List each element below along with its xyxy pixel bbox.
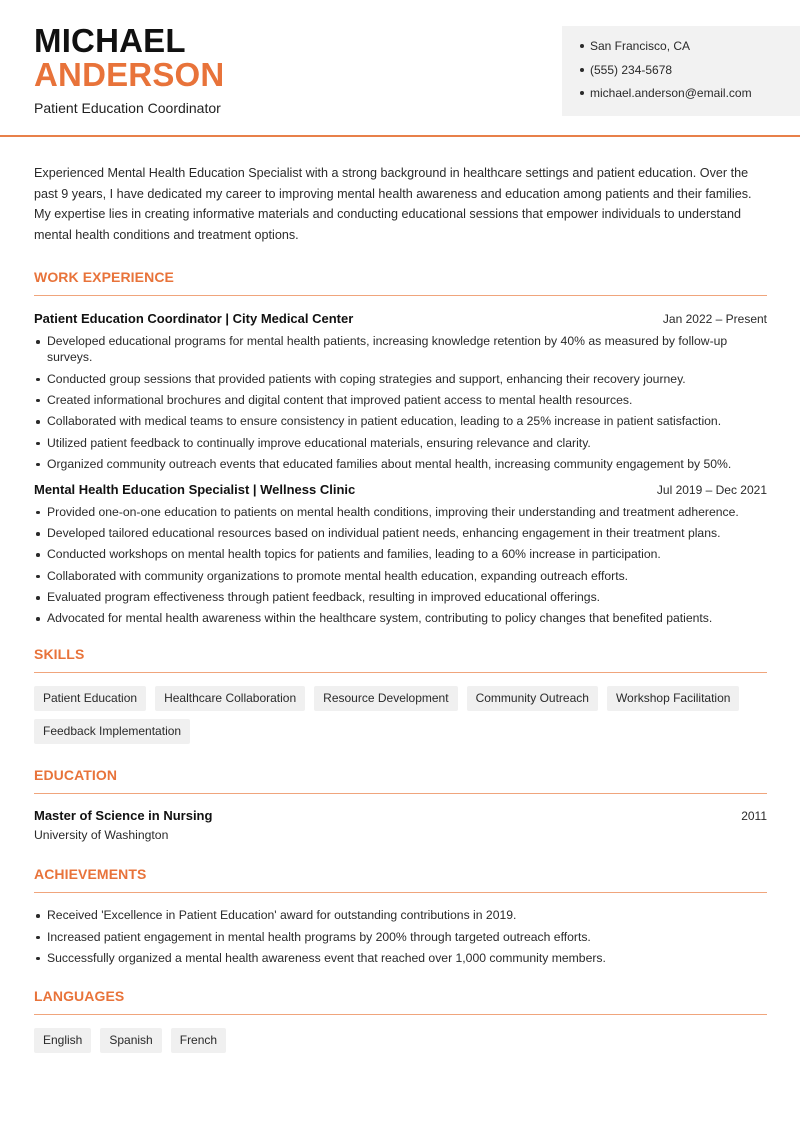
skill-tag: Community Outreach	[467, 686, 598, 711]
section-title-achievements: ACHIEVEMENTS	[34, 866, 767, 893]
list-item: Developed tailored educational resources based on individual patient needs, enhancing engagement in their treatment plans.	[34, 525, 767, 541]
list-item: Evaluated program effectiveness through patient feedback, resulting in improved educational offerings.	[34, 589, 767, 605]
graduation-year: 2011	[741, 809, 767, 824]
list-item: Created informational brochures and digital content that improved patient access to mental health resources.	[34, 392, 767, 408]
degree: Master of Science in Nursing	[34, 808, 213, 824]
list-item: Advocated for mental health awareness within the healthcare system, contributing to policy changes that benefited patients.	[34, 610, 767, 626]
resume-header	[0, 0, 800, 137]
contact-email: michael.anderson@email.com	[580, 84, 800, 108]
list-item: Collaborated with medical teams to ensure consistency in patient education, leading to a 25% increase in patient satisfaction.	[34, 413, 767, 429]
section-title-education: EDUCATION	[34, 767, 767, 794]
candidate-name	[34, 24, 224, 92]
job-entry	[34, 311, 767, 471]
list-item: Organized community outreach events that educated families about mental health, increasing community engagement by 50%.	[34, 456, 767, 472]
job-title: Patient Education Coordinator | City Medical Center	[34, 311, 354, 327]
summary: Experienced Mental Health Education Specialist with a strong background in healthcare settings and patient education. Over the past 9 years, I have dedicated my career to improving mental health awareness and education among patients and their families. My expertise lies in creating informative materials and conducting educational sessions that empower individuals to understand mental health conditions and treatment options.	[34, 166, 752, 242]
skill-tag: Feedback Implementation	[34, 719, 190, 744]
list-item: Collaborated with community organizations to promote mental health education, expanding outreach efforts.	[34, 568, 767, 584]
job-title: Mental Health Education Specialist | Wellness Clinic	[34, 481, 356, 497]
list-item: Received 'Excellence in Patient Education' award for outstanding contributions in 2019.	[34, 907, 767, 923]
skill-tag: Healthcare Collaboration	[155, 686, 305, 711]
list-item: Developed educational programs for mental health patients, increasing knowledge retention by 40% as measured by follow-up surveys.	[34, 333, 767, 365]
language-tag: French	[171, 1028, 226, 1053]
list-item: Utilized patient feedback to continually improve educational materials, ensuring relevance and clarity.	[34, 435, 767, 451]
section-title-work: WORK EXPERIENCE	[34, 269, 767, 296]
skill-tag: Resource Development	[314, 686, 457, 711]
school: University of Washington	[34, 828, 169, 843]
list-item: Conducted workshops on mental health topics for patients and families, leading to a 60% increase in participation.	[34, 546, 767, 562]
education-section	[34, 767, 767, 842]
list-item: Successfully organized a mental health awareness event that reached over 1,000 community members.	[34, 950, 767, 966]
achievements-section	[34, 866, 767, 966]
job-entry	[34, 482, 767, 626]
skill-tag: Workshop Facilitation	[607, 686, 740, 711]
contact-phone: (555) 234-5678	[580, 61, 800, 85]
list-item: Increased patient engagement in mental health programs by 200% through targeted outreach efforts.	[34, 929, 767, 945]
first-name: MICHAEL	[34, 22, 186, 59]
job-date: Jul 2019 – Dec 2021	[656, 482, 767, 497]
list-item: Provided one-on-one education to patients on mental health conditions, improving their understanding and treatment adherence.	[34, 504, 767, 520]
section-title-languages: LANGUAGES	[34, 988, 767, 1015]
skill-tag: Patient Education	[34, 686, 146, 711]
last-name: ANDERSON	[34, 56, 225, 93]
skills-section	[34, 646, 767, 744]
language-tag: English	[34, 1028, 91, 1053]
job-role: Patient Education Coordinator	[34, 100, 221, 116]
resume-body	[34, 163, 767, 1053]
contact-panel	[562, 26, 800, 116]
work-section	[34, 269, 767, 626]
section-title-skills: SKILLS	[34, 646, 767, 673]
job-date: Jan 2022 – Present	[662, 312, 767, 327]
list-item: Conducted group sessions that provided patients with coping strategies and support, enhancing their recovery journey.	[34, 371, 767, 387]
language-tag: Spanish	[100, 1028, 161, 1053]
contact-location: San Francisco, CA	[580, 37, 800, 61]
languages-section	[34, 988, 767, 1053]
